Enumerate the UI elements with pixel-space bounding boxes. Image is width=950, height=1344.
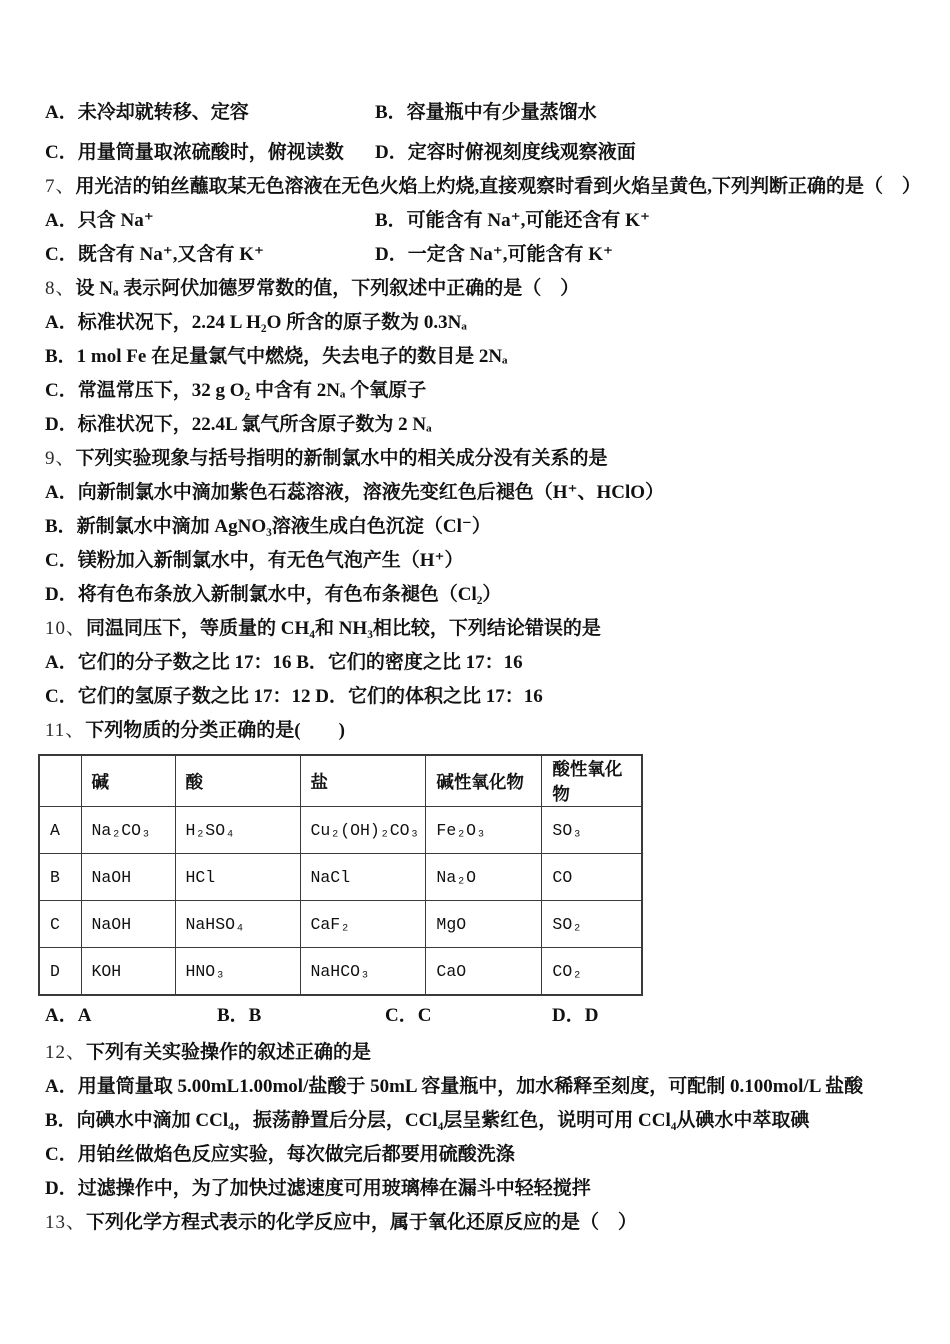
table-cell: C [39, 901, 81, 948]
table-row [39, 807, 642, 854]
q9-option-d: D．将有色布条放入新制氯水中，有色布条褪色（Cl₂） [45, 584, 502, 605]
q11-option-d: D．D [552, 1005, 599, 1026]
table-cell: Fe₂O₃ [426, 807, 542, 854]
q12-number: 12、 [45, 1042, 87, 1063]
table-cell: CO [542, 854, 642, 901]
q8-option-d: D．标准状况下，22.4L 氯气所含原子数为 2 Nₐ [45, 414, 432, 435]
q10-option-d: D．它们的体积之比 17：16 [315, 686, 543, 707]
table-header-acidic-oxide: 酸性氧化物 [542, 755, 642, 807]
table-cell: CaO [426, 948, 542, 996]
q8-option-a: A．标准状况下，2.24 L H₂O 所含的原子数为 0.3Nₐ [45, 312, 467, 333]
q10-options-cd [45, 680, 925, 714]
q8-option-b: B．1 mol Fe 在足量氯气中燃烧，失去电子的数目是 2Nₐ [45, 346, 508, 367]
q6-option-a: A．未冷却就转移、定容 [45, 102, 249, 123]
table-header-basic-oxide: 碱性氧化物 [426, 755, 542, 807]
table-cell: NaCl [300, 854, 426, 901]
table-cell: CO₂ [542, 948, 642, 996]
q9-option-a: A．向新制氯水中滴加紫色石蕊溶液，溶液先变红色后褪色（H⁺、HClO） [45, 482, 665, 503]
q7-option-c: C．既含有 Na⁺,又含有 K⁺ [45, 244, 265, 265]
q9-number: 9、 [45, 448, 76, 469]
q13-stem [45, 1206, 925, 1240]
q12-option-b: B．向碘水中滴加 CCl₄，振荡静置后分层，CCl₄层呈紫红色，说明可用 CCl₄从碘水中萃取碘 [45, 1110, 810, 1131]
q8-number: 8、 [45, 278, 76, 299]
table-cell: MgO [426, 901, 542, 948]
table-header-salt: 盐 [300, 755, 426, 807]
q8-text: 设 Nₐ 表示阿伏加德罗常数的值，下列叙述中正确的是（ ） [75, 278, 580, 299]
table-cell: SO₂ [542, 901, 642, 948]
q7-text: 用光洁的铂丝蘸取某无色溶液在无色火焰上灼烧,直接观察时看到火焰呈黄色,下列判断正确的是（ ） [75, 176, 922, 197]
q11-option-b: B．B [217, 1005, 262, 1026]
q10-option-c: C．它们的氢原子数之比 17：12 [45, 686, 311, 707]
table-cell: Na₂CO₃ [81, 807, 175, 854]
q12-option-d: D．过滤操作中，为了加快过滤速度可用玻璃棒在漏斗中轻轻搅拌 [45, 1178, 591, 1199]
q12-option-a: A．用量筒量取 5.00mL1.00mol/盐酸于 50mL 容量瓶中，加水稀释至刻度，可配制 0.100mol/L 盐酸 [45, 1076, 864, 1097]
q6-option-c: C．用量筒量取浓硫酸时，俯视读数 [45, 142, 344, 163]
q9-stem [45, 442, 925, 476]
table-cell: CaF₂ [300, 901, 426, 948]
q12-option-c: C．用铂丝做焰色反应实验，每次做完后都要用硫酸洗涤 [45, 1144, 515, 1165]
q6-options-cd [45, 136, 925, 170]
q10-text: 同温同压下，等质量的 CH₄和 NH₃相比较，下列结论错误的是 [86, 618, 601, 639]
table-cell: A [39, 807, 81, 854]
q10-options-ab [45, 646, 925, 680]
q10-option-a: A．它们的分子数之比 17：16 [45, 652, 292, 673]
q11-number: 11、 [45, 720, 86, 741]
q7-option-b: B．可能含有 Na⁺,可能还含有 K⁺ [375, 210, 650, 231]
q8-stem [45, 272, 925, 306]
q7-stem [45, 170, 925, 204]
q6-option-d: D．定容时俯视刻度线观察液面 [375, 142, 636, 163]
q12-stem [45, 1036, 925, 1070]
q7-number: 7、 [45, 176, 76, 197]
q7-options-ab [45, 204, 925, 238]
q11-option-a: A．A [45, 1005, 92, 1026]
table-cell: H₂SO₄ [175, 807, 300, 854]
table-header-base: 碱 [81, 755, 175, 807]
table-header-row [39, 755, 642, 807]
table-row [39, 854, 642, 901]
q10-option-b: B．它们的密度之比 17：16 [296, 652, 523, 673]
table-cell: KOH [81, 948, 175, 996]
table-header-acid: 酸 [175, 755, 300, 807]
q9-text: 下列实验现象与括号指明的新制氯水中的相关成分没有关系的是 [75, 448, 608, 469]
table-row [39, 901, 642, 948]
q10-stem [45, 612, 925, 646]
q11-text: 下列物质的分类正确的是( ) [85, 720, 345, 741]
q9-option-c: C．镁粉加入新制氯水中，有无色气泡产生（H⁺） [45, 550, 464, 571]
q7-options-cd [45, 238, 925, 272]
table-cell: HNO₃ [175, 948, 300, 996]
table-cell: NaOH [81, 901, 175, 948]
table-cell: NaHCO₃ [300, 948, 426, 996]
q6-options-ab [45, 96, 925, 130]
q11-stem [45, 714, 925, 748]
q11-option-c: C．C [385, 1005, 432, 1026]
q6-option-b: B．容量瓶中有少量蒸馏水 [375, 102, 597, 123]
q13-text: 下列化学方程式表示的化学反应中，属于氧化还原反应的是（ ） [86, 1212, 638, 1233]
q7-option-d: D．一定含 Na⁺,可能含有 K⁺ [375, 244, 614, 265]
table-cell: B [39, 854, 81, 901]
q12-text: 下列有关实验操作的叙述正确的是 [86, 1042, 372, 1063]
q10-number: 10、 [45, 618, 87, 639]
classification-table [38, 754, 643, 996]
table-cell: HCl [175, 854, 300, 901]
table-cell: SO₃ [542, 807, 642, 854]
table-header-blank [39, 755, 81, 807]
table-cell: Cu₂(OH)₂CO₃ [300, 807, 426, 854]
table-cell: Na₂O [426, 854, 542, 901]
q9-option-b: B．新制氯水中滴加 AgNO₃溶液生成白色沉淀（Cl⁻） [45, 516, 491, 537]
q7-option-a: A．只含 Na⁺ [45, 210, 154, 231]
table-cell: NaOH [81, 854, 175, 901]
q13-number: 13、 [45, 1212, 87, 1233]
table-row [39, 948, 642, 996]
q11-answer-options [45, 1000, 925, 1032]
q8-option-c: C．常温常压下，32 g O₂ 中含有 2Nₐ 个氧原子 [45, 380, 427, 401]
table-cell: NaHSO₄ [175, 901, 300, 948]
table-cell: D [39, 948, 81, 996]
